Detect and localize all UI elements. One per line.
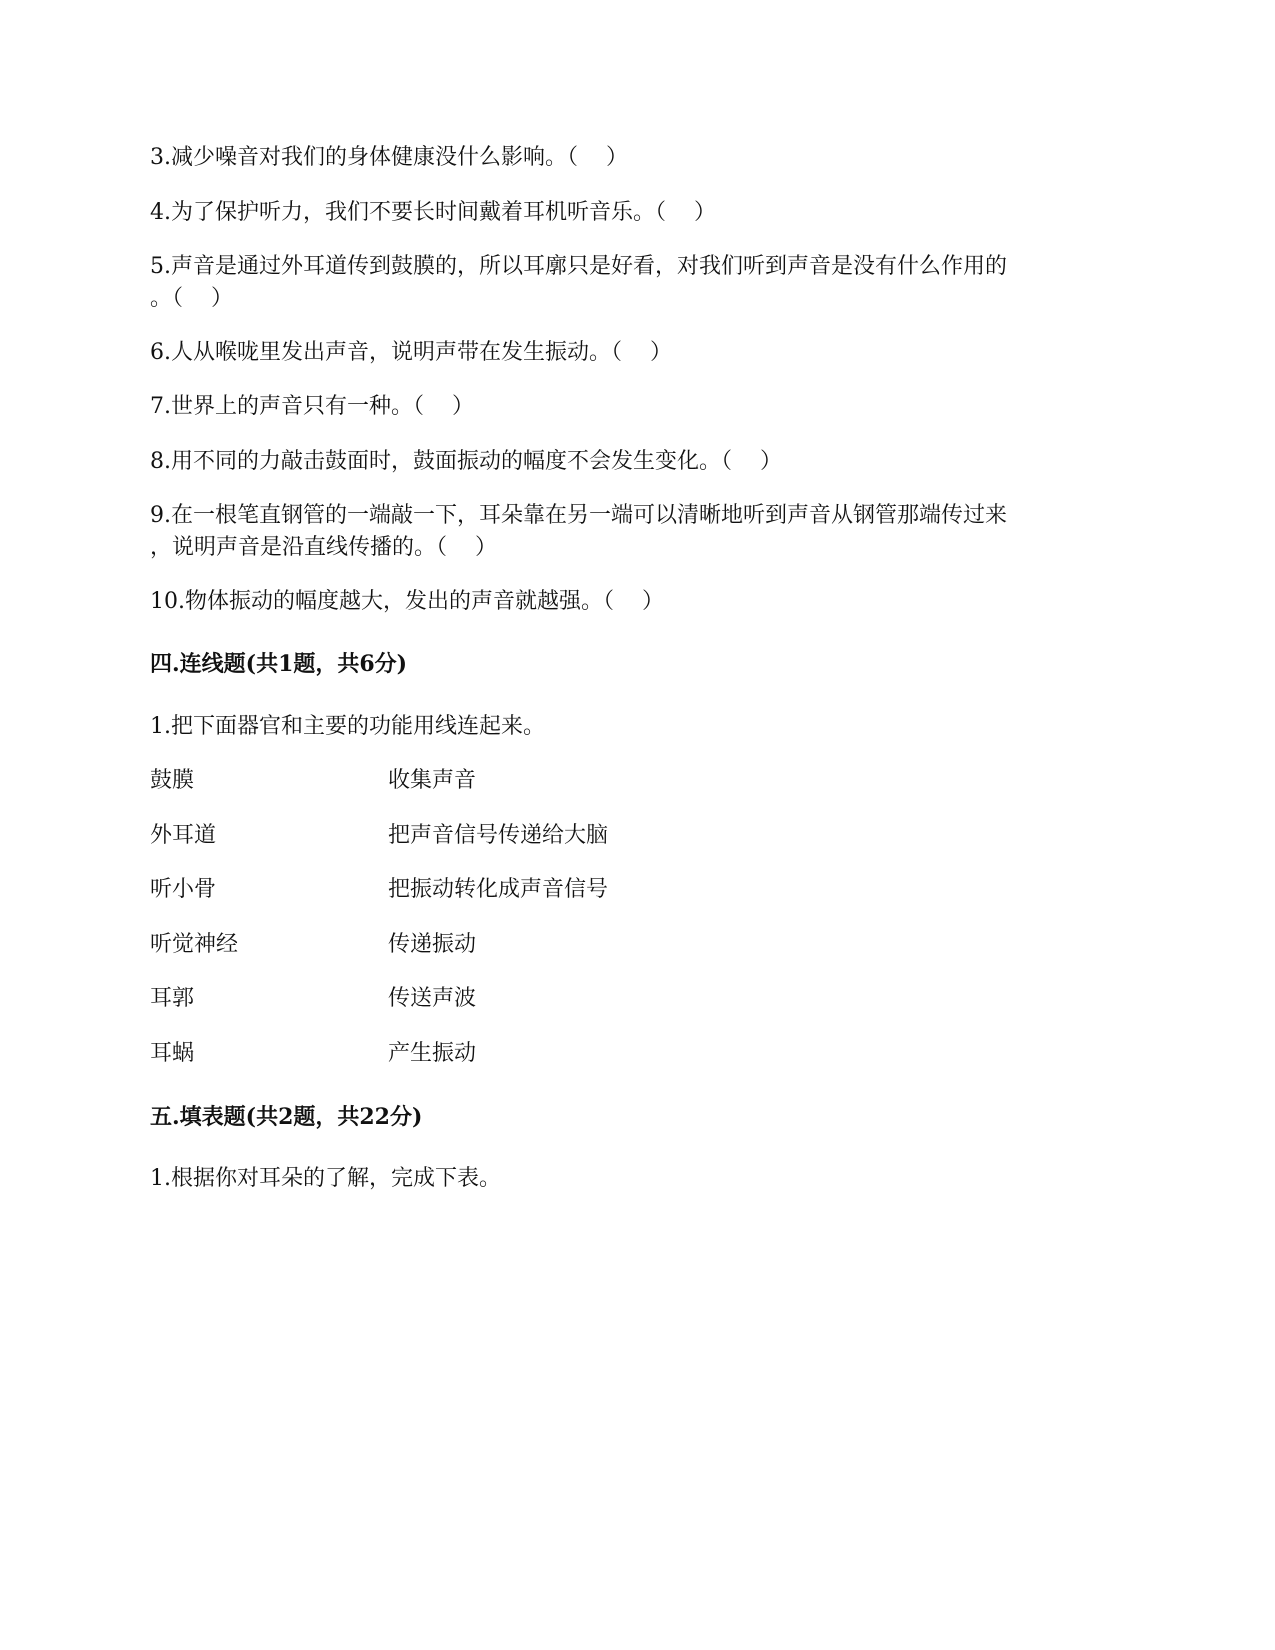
match-organ: 听小骨 (150, 877, 217, 902)
match-organ: 听觉神经 (150, 932, 239, 957)
match-function: 传送声波 (388, 986, 477, 1011)
match-function: 把声音信号传递给大脑 (388, 823, 609, 848)
section-4-question: 1.把下面器官和主要的功能用线连起来。 (150, 714, 545, 739)
match-organ: 外耳道 (150, 823, 217, 848)
section-4-heading: 四.连线题(共1题，共6分) (150, 651, 408, 677)
section-5-heading: 五.填表题(共2题，共22分) (150, 1104, 423, 1130)
match-organ: 耳郭 (150, 986, 195, 1011)
judge-item-10: 10.物体振动的幅度越大，发出的声音就越强。（ ） (150, 589, 664, 614)
judge-item-7: 7.世界上的声音只有一种。（ ） (150, 394, 474, 419)
judge-item-9: 9.在一根笔直钢管的一端敲一下，耳朵靠在另一端可以清晰地听到声音从钢管那端传过来 ，说明声音是沿直线传播的。（ ） (150, 503, 1007, 560)
match-function: 把振动转化成声音信号 (388, 877, 609, 902)
match-function: 传递振动 (388, 932, 477, 957)
judge-item-4: 4.为了保护听力，我们不要长时间戴着耳机听音乐。（ ） (150, 200, 716, 225)
match-function: 收集声音 (388, 768, 477, 793)
judge-item-3: 3.减少噪音对我们的身体健康没什么影响。（ ） (150, 145, 628, 170)
match-organ: 鼓膜 (150, 768, 195, 793)
judge-item-5: 5.声音是通过外耳道传到鼓膜的，所以耳廓只是好看，对我们听到声音是没有什么作用的 。（ ） (150, 254, 1007, 311)
judge-item-8: 8.用不同的力敲击鼓面时，鼓面振动的幅度不会发生变化。（ ） (150, 449, 782, 474)
match-function: 产生振动 (388, 1041, 477, 1066)
match-organ: 耳蜗 (150, 1041, 195, 1066)
section-5-question: 1.根据你对耳朵的了解，完成下表。 (150, 1166, 501, 1191)
judge-item-6: 6.人从喉咙里发出声音，说明声带在发生振动。（ ） (150, 340, 672, 365)
